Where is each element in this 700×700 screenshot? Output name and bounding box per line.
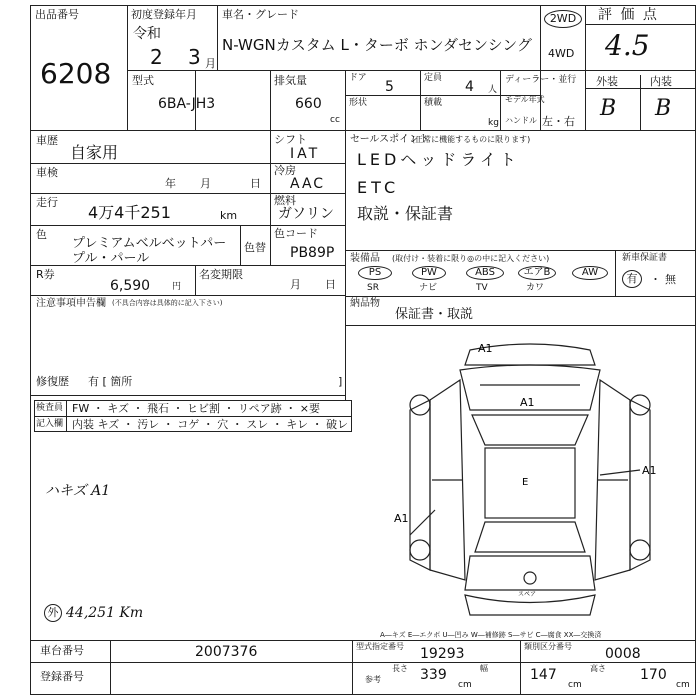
width-label: 幅: [480, 664, 488, 673]
category-label: 類別区分番号: [524, 642, 572, 651]
name-change-day: 日: [325, 278, 336, 291]
mileage-value: 4万4千251: [88, 203, 171, 222]
warranty-no: 無: [665, 273, 676, 286]
shift-label: シフト: [274, 133, 307, 146]
inspection-day: 日: [250, 177, 261, 190]
divider: [615, 250, 616, 296]
damage-mark-hood: A1: [520, 396, 535, 409]
divider: [420, 70, 421, 130]
type-designation-label: 型式指定番号: [356, 642, 404, 651]
name-change-month: 月: [290, 278, 301, 291]
doors-value: 5: [385, 79, 394, 95]
handwritten-note-1: ハキズ A1: [45, 483, 111, 499]
interior-label: 内装: [650, 75, 672, 88]
damage-line-left: [410, 510, 435, 535]
equipment-label: 装備品: [350, 253, 380, 264]
damage-line-right: [600, 470, 640, 475]
sales-point-1: LEDヘッドライト: [357, 150, 520, 169]
equip-pw: PW: [412, 266, 446, 280]
model-label: 型式: [132, 74, 154, 87]
damage-mark-front: A1: [478, 342, 493, 355]
history-label: 車歴: [36, 134, 58, 147]
sales-point-2: ETC: [357, 178, 400, 197]
sales-point-3: 取説・保証書: [357, 204, 454, 223]
load-label: 積載: [424, 98, 443, 108]
damage-mark-right: A1: [642, 464, 657, 477]
score-value: 4.5: [605, 29, 650, 62]
equip-ps: PS: [358, 266, 392, 280]
registration-date-label: 初度登録年月: [131, 8, 197, 21]
handle-options: 左・右: [542, 115, 575, 128]
handle-label: ハンドル: [505, 116, 537, 125]
chassis-value: 2007376: [195, 644, 258, 660]
color-change-label: 色替: [244, 241, 266, 254]
era: 令和: [133, 26, 161, 42]
equip-navi: ナビ: [419, 283, 438, 293]
right-panel: [630, 400, 650, 570]
divider: [127, 5, 128, 130]
history-value: 自家用: [70, 143, 119, 162]
capacity-label: 定員: [424, 73, 443, 83]
equipment-note: (取付け・装着に限り◎の中に記入ください): [392, 254, 550, 263]
delivered-value: 保証書・取説: [395, 307, 474, 322]
exterior-label: 外装: [596, 75, 618, 88]
divider: [30, 193, 345, 194]
equip-abs: ABS: [466, 266, 504, 280]
name-change-label: 名変期限: [199, 268, 243, 281]
rear-bumper: [465, 595, 595, 615]
recycle-value: 6,590: [110, 278, 151, 294]
handwritten-note-2-prefix: 外: [44, 604, 62, 622]
registration-month: 3: [188, 45, 201, 69]
height-unit: cm: [676, 680, 690, 690]
equip-leather: カワ: [526, 283, 545, 293]
inspector-row-1: FW ・ キズ ・ 飛石 ・ ヒビ割 ・ リペア跡 ・ ×要: [72, 402, 320, 415]
exterior-grade: B: [600, 96, 617, 121]
color-value-1: プレミアムベルベットパー: [72, 236, 227, 251]
equip-sr: SR: [367, 283, 379, 293]
rear-window: [475, 522, 585, 552]
capacity-unit: 人: [488, 85, 498, 95]
warranty-yes: 有: [622, 270, 642, 288]
load-unit: kg: [488, 118, 499, 128]
recycle-unit: 円: [172, 282, 182, 292]
month-unit: 月: [205, 57, 216, 70]
divider: [240, 225, 241, 265]
drive-4wd: 4WD: [548, 47, 575, 60]
repair-label: 修復歴: [36, 375, 69, 388]
roof: [485, 448, 575, 518]
caution-label: 注意事項申告欄: [36, 298, 106, 309]
divider: [520, 640, 521, 695]
divider: [352, 640, 353, 695]
windshield: [472, 415, 588, 445]
caution-note: (不具合内容は具体的に記入下さい): [112, 299, 223, 307]
mileage-unit: km: [220, 209, 238, 222]
displacement-value: 660: [295, 96, 322, 112]
divider: [217, 5, 218, 70]
height-label: 高さ: [590, 664, 606, 673]
model-year-label: モデル年式: [505, 95, 545, 104]
registration-label: 登録番号: [40, 670, 84, 683]
ac-value: AAC: [290, 176, 326, 192]
inspector-label-1: 検査員: [36, 403, 64, 413]
model-value: 6BA-JH3: [158, 96, 216, 112]
divider: [345, 130, 346, 400]
divider: [345, 296, 696, 297]
category-value: 0008: [605, 646, 641, 662]
width-value: 147: [530, 667, 557, 683]
registration-year: 2: [150, 45, 163, 69]
width-unit: cm: [568, 680, 582, 690]
mileage-label: 走行: [36, 196, 58, 209]
type-designation-value: 19293: [420, 646, 465, 662]
divider: [585, 24, 696, 25]
damage-mark-left: A1: [394, 512, 409, 525]
spare-label: スペア: [518, 591, 537, 598]
divider: [110, 640, 111, 695]
length-label: 長さ: [392, 664, 408, 673]
wheel-rr: [630, 540, 650, 560]
doors-label: ドア: [349, 73, 367, 83]
displacement-label: 排気量: [274, 74, 307, 87]
divider: [30, 225, 345, 226]
divider: [345, 325, 696, 326]
car-name-label: 車名・グレード: [222, 8, 299, 21]
ac-label: 冷房: [274, 164, 296, 177]
length-value: 339: [420, 667, 447, 683]
color-code-value: PB89P: [290, 245, 335, 261]
inspection-year: 年: [165, 177, 176, 190]
displacement-unit: cc: [330, 115, 340, 125]
fuel-label: 燃料: [274, 194, 296, 207]
warranty-separator: ・: [650, 273, 661, 286]
divider: [270, 70, 271, 130]
divider: [30, 395, 345, 396]
dealer-label: ディーラー・並行: [505, 75, 577, 85]
damage-legend: A―キズ E―エクボ U―凹み W―補修跡 S―サビ C―腐食 XX―交換済: [380, 631, 602, 639]
inspector-label-2: 記入欄: [36, 419, 64, 429]
divider: [540, 5, 541, 130]
inspection-label: 車検: [36, 166, 58, 179]
divider: [195, 265, 196, 295]
drive-2wd: 2WD: [544, 10, 582, 28]
divider: [30, 640, 696, 641]
handwritten-note-2: 44,251 Km: [66, 605, 144, 621]
car-damage-diagram: [390, 330, 670, 630]
divider: [30, 163, 345, 164]
capacity-value: 4: [465, 79, 474, 95]
divider: [345, 250, 696, 251]
length-unit: cm: [458, 680, 472, 690]
score-label: 評 価 点: [598, 7, 659, 23]
divider: [34, 416, 352, 417]
inspection-month: 月: [200, 177, 211, 190]
equip-tv: TV: [476, 283, 488, 293]
color-code-label: 色コード: [274, 227, 318, 240]
divider: [345, 70, 346, 130]
shape-label: 形状: [349, 98, 368, 108]
equip-aw: AW: [572, 266, 608, 280]
car-name: N-WGNカスタム L・ターボ ホンダセンシング: [222, 36, 532, 54]
lot-number-label: 出品番号: [35, 8, 79, 21]
fuel-value: ガソリン: [278, 206, 334, 222]
new-warranty-label: 新車保証書: [622, 253, 668, 263]
divider: [270, 130, 271, 265]
divider: [127, 70, 696, 71]
repair-value: 有 [ 箇所: [88, 375, 133, 388]
inspector-row-2: 内装 キズ ・ 汚レ ・ コゲ ・ 穴 ・ スレ ・ キレ ・ 破レ: [72, 418, 349, 431]
recycle-label: R券: [36, 268, 55, 281]
color-label: 色: [36, 228, 47, 241]
wheel-rl: [410, 540, 430, 560]
reference-label: 参考: [365, 675, 381, 684]
damage-mark-roof: E: [522, 477, 529, 488]
divider: [30, 662, 696, 663]
spare-tire: [524, 572, 536, 584]
sales-points-label: セールスポイント: [350, 134, 430, 145]
divider: [30, 130, 696, 131]
divider: [640, 75, 641, 130]
color-value-2: プル・パール: [72, 251, 150, 266]
shift-value: IAT: [290, 146, 321, 162]
delivered-label: 納品物: [350, 298, 380, 309]
equip-airbag: エアB: [518, 266, 556, 280]
rear-hatch: [465, 556, 595, 590]
interior-grade: B: [655, 96, 672, 121]
divider: [30, 295, 345, 296]
lot-number: 6208: [40, 57, 112, 90]
repair-close: ]: [338, 375, 343, 388]
sales-points-note: (正常に機能するものに限ります): [412, 135, 531, 144]
divider: [500, 70, 501, 130]
left-panel: [410, 400, 430, 570]
chassis-label: 車台番号: [40, 644, 84, 657]
height-value: 170: [640, 667, 667, 683]
